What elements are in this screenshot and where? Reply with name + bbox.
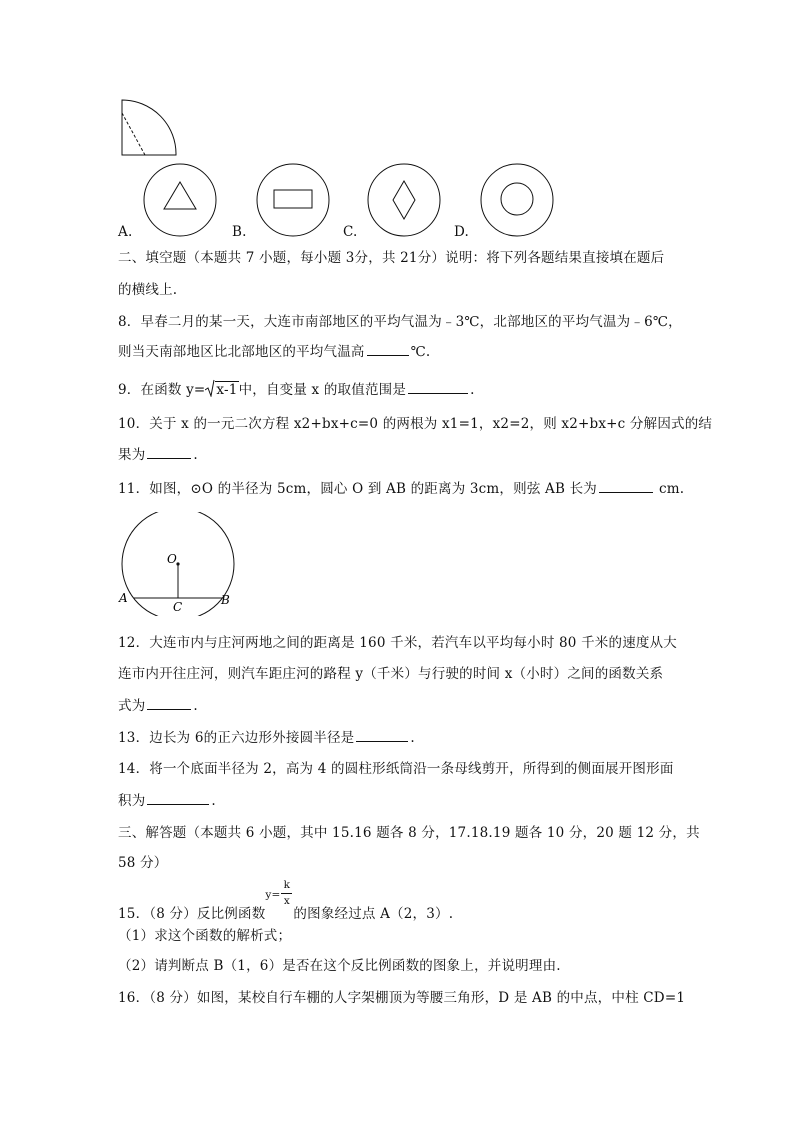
point-c-label: C [173,600,183,614]
q11-text: 11．如图，⊙O 的半径为 5cm，圆心 O 到 AB 的距离为 3cm，则弦 AB 长为 [118,481,597,497]
point-o-label: O [167,552,177,566]
point-b-label: B [221,593,230,607]
q15-sub1: （1）求这个函数的解析式； [118,928,292,944]
q15-formula [265,879,293,918]
option-a-label: A. [118,224,133,240]
option-c-figure [364,160,444,240]
q10-line1: 10．关于 x 的一元二次方程 x2+bx+c=0 的两根为 x1=1，x2=2，则 x2+bx+c 分解因式的结 [118,416,713,432]
sqrt-sign-icon [205,379,215,397]
q9-sqrt [205,379,238,399]
q15-denominator: x [283,895,290,907]
point-a-label: A [119,591,128,605]
sector-figure [118,96,182,160]
q8-text: 则当天南部地区比北部地区的平均气温高 [118,344,365,360]
section3-heading-line2: 58 分） [118,855,168,871]
q15-fraction-bar [281,893,292,894]
circle-figure [112,512,240,616]
section2-heading-line2: 的横线上. [118,282,178,298]
q12-end: . [193,698,198,714]
section2-heading-line1: 二、填空题（本题共 7 小题，每小题 3分，共 21分）说明：将下列各题结果直接填在题后 [118,250,665,266]
q14-line2 [118,792,216,810]
q15-line [118,879,454,923]
q10-text: 果为 [118,447,146,463]
q15-sub2: （2）请判断点 B（1，6）是否在这个反比例函数的图象上，并说明理由. [118,958,561,974]
q10-answer-blank[interactable] [147,446,191,459]
q11-answer-blank[interactable] [599,480,653,493]
q9-line [118,379,475,399]
q9-answer-blank[interactable] [408,381,468,394]
q14-end: . [211,793,216,809]
q15-prefix: 15．（8 分）反比例函数 [118,906,266,922]
q11-line [118,480,684,498]
q12-line2: 连市内开往庄河，则汽车距庄河的路程 y（千米）与行驶的时间 x（小时）之间的函数关系 [118,666,664,682]
q12-text: 式为 [118,698,146,714]
q15-numerator: k [283,879,291,891]
q9-prefix: 9．在函数 y= [118,382,206,398]
option-a-figure [140,160,220,240]
q13-line [118,729,415,747]
q8-line2 [118,343,430,361]
q11-unit: cm. [659,481,685,497]
option-b-figure [253,160,333,240]
q8-answer-blank[interactable] [367,343,409,356]
q10-line2 [118,446,198,464]
q14-line1: 14．将一个底面半径为 2，高为 4 的圆柱形纸筒沿一条母线剪开，所得到的侧面展开图形面 [118,761,674,777]
q15-suffix: 的图象经过点 A（2，3）. [293,906,454,922]
q10-end: . [193,447,198,463]
q13-text: 的正六边形外接圆半径是 [203,730,355,746]
q14-answer-blank[interactable] [147,792,209,805]
option-b-label: B. [232,224,247,240]
q14-text: 积为 [118,793,146,809]
q9-end: . [470,382,475,398]
q13-answer-blank[interactable] [356,729,408,742]
q8-line1: 8．早春二月的某一天，大连市南部地区的平均气温为﹣3℃，北部地区的平均气温为﹣6℃， [118,314,682,330]
q12-line3 [118,697,198,715]
q9-suffix: 中，自变量 x 的取值范围是 [238,382,407,398]
q9-radicand: x-1 [216,382,238,398]
q8-unit: ℃. [410,344,431,360]
option-d-figure [477,160,557,240]
q15-y: y= [265,889,281,901]
q12-line1: 12．大连市内与庄河两地之间的距离是 160 千米，若汽车以平均每小时 80 千米的速度从大 [118,635,677,651]
q16-line1: 16．（8 分）如图，某校自行车棚的人字架棚顶为等腰三角形，D 是 AB 的中点，中柱 CD=1 [118,990,686,1006]
option-d-label: D. [454,224,470,240]
q13-end: . [410,730,415,746]
section3-heading-line1: 三、解答题（本题共 6 小题，其中 15.16 题各 8 分，17.18.19 题各 10 分，20 题 12 分，共 [118,825,700,841]
q12-answer-blank[interactable] [147,697,191,710]
option-c-label: C. [343,224,358,240]
q13-prefix: 13．边长为 6 [118,730,204,746]
